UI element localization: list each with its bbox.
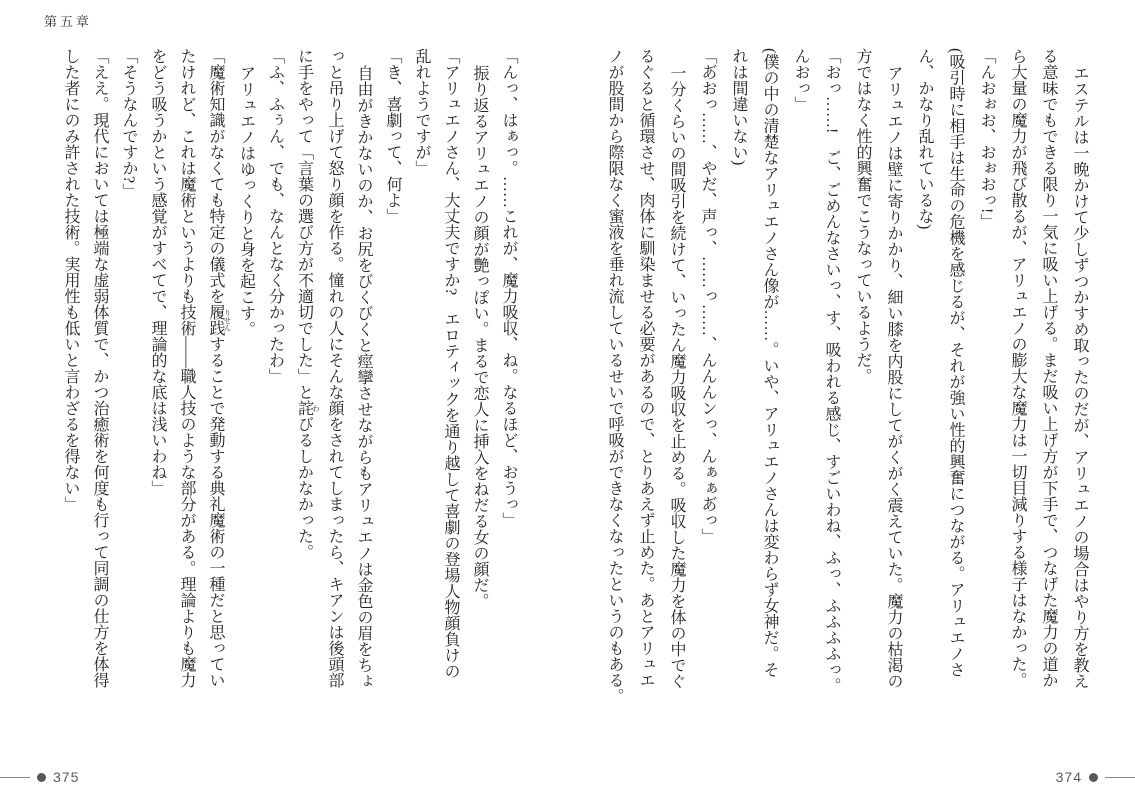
furigana-ruby: 履践 りせん <box>207 304 232 336</box>
text-line: 乱れようですが」 <box>413 48 430 176</box>
text-line: ん、かなり乱れているな) <box>916 48 933 230</box>
text-line: 「き、喜劇って、何よ」 <box>384 48 401 224</box>
page-footer-right <box>1056 769 1135 785</box>
text-line: エステルは一晩かけて少しずつかすめ取ったのだが、アリュエノの場合はやり方を教え <box>1071 65 1088 689</box>
text-line: 「んっ、はぁっ。……これが、魔力吸収、ね。なるほど、おうっ」 <box>500 48 517 528</box>
page-right-text <box>599 48 1095 762</box>
text-line: れは間違いない) <box>730 48 747 166</box>
text-line: るぐると循環させ、肉体に馴染ませる必要があるので、とりあえず止めた。あとアリュエ <box>637 48 654 688</box>
page-marker-line <box>0 777 30 778</box>
text-line: (僕の中の清楚なアリュエノさん像が……。いや、アリュエノさんは変わらず女神だ。そ <box>761 48 778 678</box>
text-line: に手をやって「言葉の選び方が不適切でした」と詫 わびるしかなかった。 <box>295 48 321 560</box>
text-line: 自由がきかないのか、お尻をびくびくと痙攣させながらもアリュエノは金色の眉をちょ <box>355 65 372 689</box>
text-line: (吸引時に相手は生命の危機を感じるが、それが強い性的興奮につながる。アリュエノさ <box>947 48 964 678</box>
page-left-text <box>56 48 523 762</box>
text-line: した者にのみ許された技術。実用性も低いと言わざるを得ない」 <box>62 48 79 512</box>
page-number-left: 375 <box>53 769 80 785</box>
page-footer-left <box>0 769 79 785</box>
text-line: たけれど、これは魔術というよりも技術――職人技のような部分がある。理論よりも魔力 <box>178 48 195 688</box>
text-line: ノが股間から際限なく蜜液を垂れ流しているせいで呼吸ができなくなったというのもある。 <box>606 48 623 704</box>
text-line: 「ええ。現代においては極端な虚弱体質で、かつ治癒術を何度も行って同調の仕方を体得 <box>91 48 108 688</box>
page-marker-line <box>1105 777 1135 778</box>
text-line: 「ふ、ふぅん、でも、なんとなく分かったわ」 <box>266 48 284 384</box>
text-line: る意味でもできる限り一気に吸い上げる。まだ吸い上げ方が下手で、つなげた魔力の道か <box>1040 48 1057 688</box>
text-line: 「魔術知識がなくても特定の儀式を履践 りせんすることで発動する典礼魔術の一種だと思ってい <box>207 48 232 688</box>
text-line: っと吊り上げて怒り顔を作る。憧れの人にそんな顔をされてしまったら、キアンは後頭部 <box>326 48 343 688</box>
text-line: をどう吸うかという感覚がすべてで、理論的な底は浅いわね」 <box>149 48 166 496</box>
page-number-right: 374 <box>1055 769 1082 785</box>
text-line: 振り返るアリュエノの顔が艶っぽい。まるで恋人に挿入をねだる女の顔だ。 <box>471 65 488 609</box>
text-line: 「あ゙おっ……、やだ、声っ、……っ……、んんんンっ、んぁぁあ゙っ」 <box>699 48 716 544</box>
text-line: 「アリュエノさん、大丈夫ですか? エロティックを通り越して喜劇の登場人物顔負けの <box>442 48 459 680</box>
text-line: ら大量の魔力が飛び散るが、アリュエノの膨大な魔力は一切目減りする様子はなかった。 <box>1009 48 1026 688</box>
page-marker-dot <box>1089 773 1098 782</box>
text-line: 「そうなんですか?」 <box>120 48 137 200</box>
text-line: 一分くらいの間吸引を続けて、いったん魔力吸収を止める。吸収した魔力を体の中でぐ <box>668 65 685 689</box>
text-line: アリュエノはゆっくりと身を起こす。 <box>237 65 255 337</box>
chapter-header: 第五章 <box>44 14 93 29</box>
text-line: んおっ」 <box>792 48 809 112</box>
text-line: 「おっ……! ご、ごめんなさいっ、す、吸われる感じ、すごいわね、ふっ、ふふふふっ。 <box>823 48 840 694</box>
furigana-ruby: 詫 わ <box>295 400 321 416</box>
text-line: 方ではなく性的興奮でこうなっているようだ。 <box>854 48 871 384</box>
text-line: アリュエノは壁に寄りかかり、細い膝を内股にしてがくがく震えていた。魔力の枯渇の <box>885 65 902 689</box>
text-line: 「んおぉお、おぉおっ!」 <box>978 48 995 230</box>
page-marker-dot <box>37 773 46 782</box>
